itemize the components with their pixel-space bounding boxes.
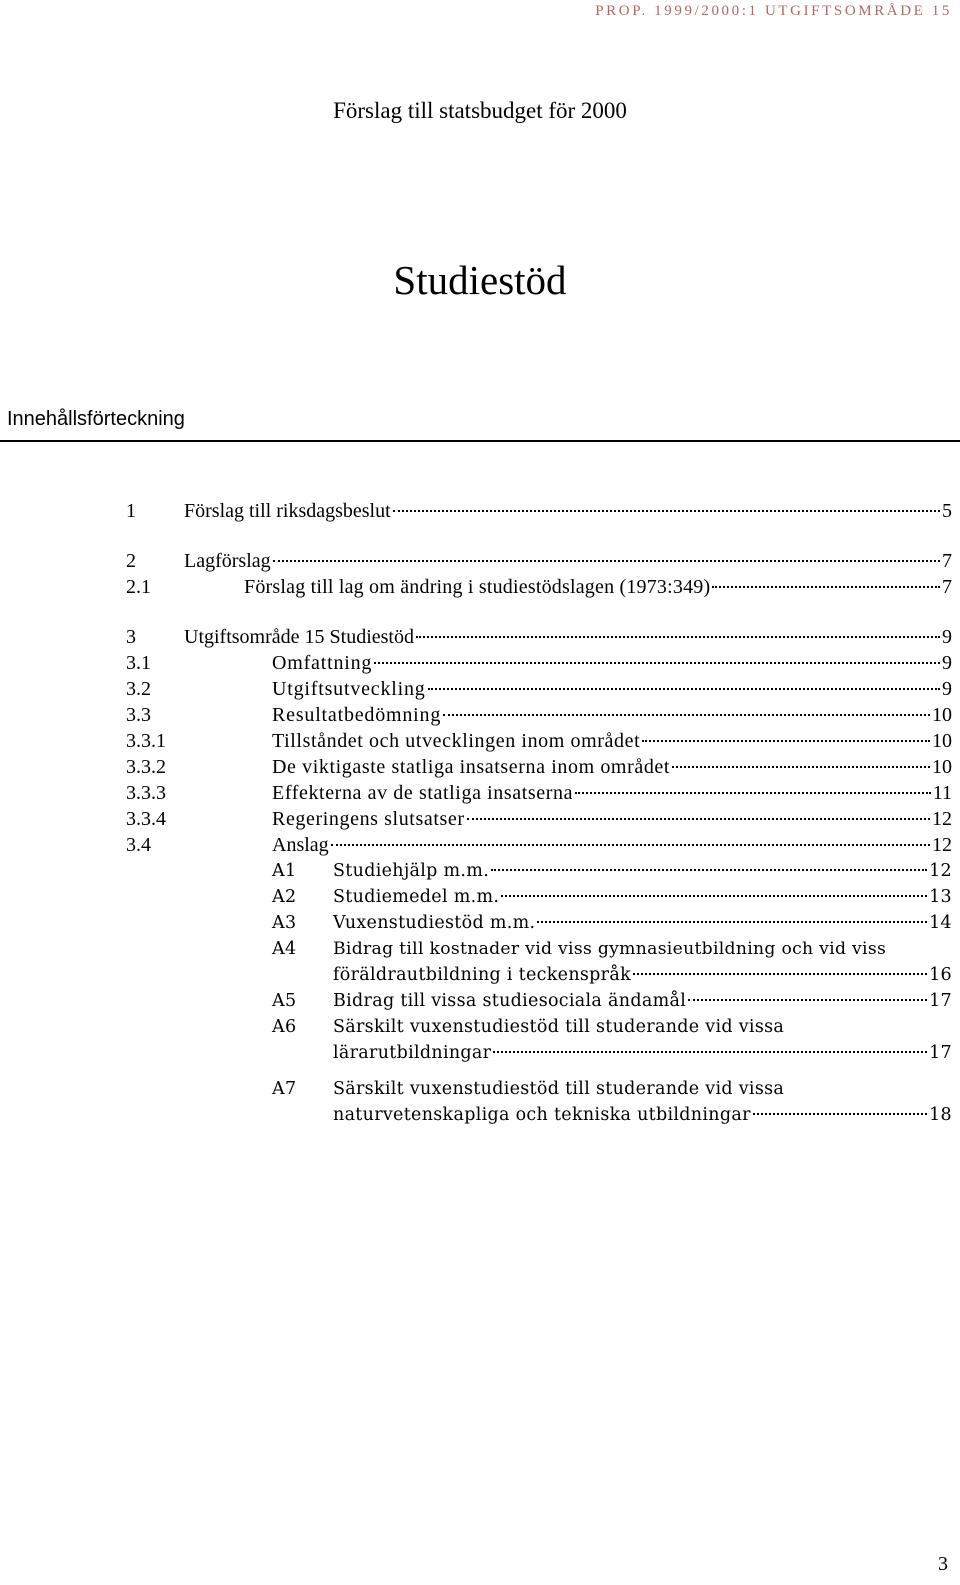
toc-entry-line [333,988,952,1014]
toc-entry-label: Förslag till lag om ändring i studiestödslagen (1973:349) [244,576,711,598]
toc-entry-number: 3.3.1 [126,730,166,752]
document-subtitle: Förslag till statsbudget för 2000 [333,98,627,123]
toc-entry-page: 10 [932,756,952,778]
toc-entry-number: A1 [272,861,297,881]
toc-entry-number: 3.1 [126,652,151,674]
dot-leader [688,999,927,1001]
toc-entry-page: 13 [929,887,952,907]
toc-entry[interactable] [0,806,960,832]
dot-leader [491,869,927,871]
toc-entry-label-first-line: Särskilt vuxenstudiestöd till studerande vid vissa [333,1017,785,1037]
toc-entry[interactable] [0,650,960,676]
toc-entry-line [272,676,952,702]
toc-entry-page: 7 [942,576,952,598]
toc-entry[interactable] [0,832,960,858]
toc-entry-number: 3.3.2 [126,756,166,778]
toc-entry[interactable] [0,702,960,728]
dot-leader [672,766,930,768]
toc-entry[interactable] [0,498,960,524]
toc-heading: Innehållsförteckning [7,408,185,430]
toc-entry-page: 7 [942,550,952,572]
toc-entry-number: 3.4 [126,834,151,856]
toc-entry-number: 3 [126,626,136,648]
toc-entry-page: 9 [942,678,952,700]
toc-entry-page: 9 [942,626,952,648]
toc-entry-page: 9 [942,652,952,674]
toc-entry-number: 3.3 [126,704,151,726]
toc-entry-page: 18 [929,1105,952,1125]
toc-entry-number: A6 [272,1017,297,1037]
toc-entry-label: Lagförslag [184,550,271,572]
toc-entry[interactable] [0,858,960,884]
dot-leader [374,662,940,664]
toc-entry[interactable] [0,728,960,754]
toc-entry[interactable] [0,548,960,574]
toc-entry-number: 3.3.3 [126,782,166,804]
dot-leader [416,636,940,638]
toc-entry-page: 12 [929,861,952,881]
heading-rule [0,440,960,442]
toc-entry-line [272,702,952,728]
toc-entry-line [333,1040,952,1066]
toc-entry-page: 17 [929,1043,952,1063]
toc-entry-line [333,858,952,884]
toc-entry-label-first-line: Särskilt vuxenstudiestöd till studerande vid vissa [333,1079,785,1099]
toc-entry-label: Vuxenstudiestöd m.m. [333,913,536,933]
toc-entry[interactable] [0,988,960,1014]
dot-leader [501,895,927,897]
dot-leader [642,740,930,742]
running-header: PROP. 1999/2000:1 UTGIFTSOMRÅDE 15 [595,3,952,19]
toc-entry-page: 10 [932,730,952,752]
toc-entry[interactable] [0,884,960,910]
toc-entry-line [184,624,952,650]
toc-entry-line [272,832,952,858]
toc-entry-label: Regeringens slutsatser [272,808,465,830]
toc-entry-page: 12 [932,834,952,856]
toc-entry-line [184,498,952,524]
toc-entry-line [184,548,952,574]
document-title: Studiestöd [393,257,567,303]
toc-entry-line [333,1102,952,1128]
toc-entry-label: föräldrautbildning i teckenspråk [333,965,631,985]
toc-entry-line [333,884,952,910]
dot-leader [753,1113,927,1115]
toc-entry-label: Omfattning [272,652,373,674]
toc-entry-page: 17 [929,991,952,1011]
dot-leader [633,973,927,975]
toc-entry-number: 2.1 [126,576,151,598]
toc-entry-continuation[interactable] [0,962,960,988]
toc-entry-number: A4 [272,939,297,959]
dot-leader [273,560,940,562]
toc-entry-page: 14 [929,913,952,933]
page-number: 3 [938,1553,948,1575]
toc-entry-number: A5 [272,991,297,1011]
toc-entry-label: Resultatbedömning [272,704,442,726]
toc-entry-continuation[interactable] [0,1040,960,1066]
dot-leader [443,714,930,716]
toc-entry-label: Tillståndet och utvecklingen inom området [272,730,641,752]
dot-leader [467,818,930,820]
toc-entry-line [272,780,952,806]
toc-entry[interactable] [0,936,960,962]
toc-entry[interactable] [0,676,960,702]
dot-leader [712,586,940,588]
toc-entry-label: naturvetenskapliga och tekniska utbildningar [333,1105,751,1125]
toc-entry-page: 11 [932,782,952,804]
toc-entry[interactable] [0,1076,960,1102]
dot-leader [493,1051,927,1053]
dot-leader [428,688,940,690]
toc-entry-label: Utgiftsområde 15 Studiestöd [184,626,414,648]
toc-entry-line [333,962,952,988]
toc-entry-label-first-line: Bidrag till kostnader vid viss gymnasieutbildning och vid viss [333,939,887,959]
toc-entry-number: 2 [126,550,136,572]
toc-entry-page: 16 [929,965,952,985]
toc-entry-line [272,650,952,676]
dot-leader [575,792,931,794]
toc-entry-continuation[interactable] [0,1102,960,1128]
toc-entry-number: A7 [272,1079,297,1099]
toc-entry-label: Förslag till riksdagsbeslut [184,500,391,522]
toc-entry[interactable] [0,574,960,600]
toc-entry-label: Effekterna av de statliga insatserna [272,782,574,804]
toc-entry-page: 12 [932,808,952,830]
toc-entry[interactable] [0,754,960,780]
toc-entry-label: lärarutbildningar [333,1043,492,1063]
toc-entry[interactable] [0,780,960,806]
toc-entry-label: Anslag [272,834,329,856]
dot-leader [393,510,940,512]
toc-entry-number: 1 [126,500,136,522]
toc-entry[interactable] [0,910,960,936]
toc-entry-line [333,910,952,936]
toc-entry-label: Studiemedel m.m. [333,887,500,907]
toc-entry-line [272,754,952,780]
toc-entry-line [244,574,952,600]
toc-entry-label: De viktigaste statliga insatserna inom området [272,756,671,778]
toc-entry-label: Bidrag till vissa studiesociala ändamål [333,991,687,1011]
toc-entry-label: Studiehjälp m.m. [333,861,490,881]
toc-entry-number: A2 [272,887,297,907]
toc-entry-number: 3.2 [126,678,151,700]
toc-entry-line [272,806,952,832]
toc-entry-page: 10 [932,704,952,726]
dot-leader [331,844,930,846]
dot-leader [537,921,927,923]
toc-entry[interactable] [0,1014,960,1040]
toc-entry[interactable] [0,624,960,650]
toc-entry-line [272,728,952,754]
toc-entry-page: 5 [942,500,952,522]
toc-entry-number: 3.3.4 [126,808,166,830]
toc-entry-label: Utgiftsutveckling [272,678,426,700]
toc-entry-number: A3 [272,913,297,933]
